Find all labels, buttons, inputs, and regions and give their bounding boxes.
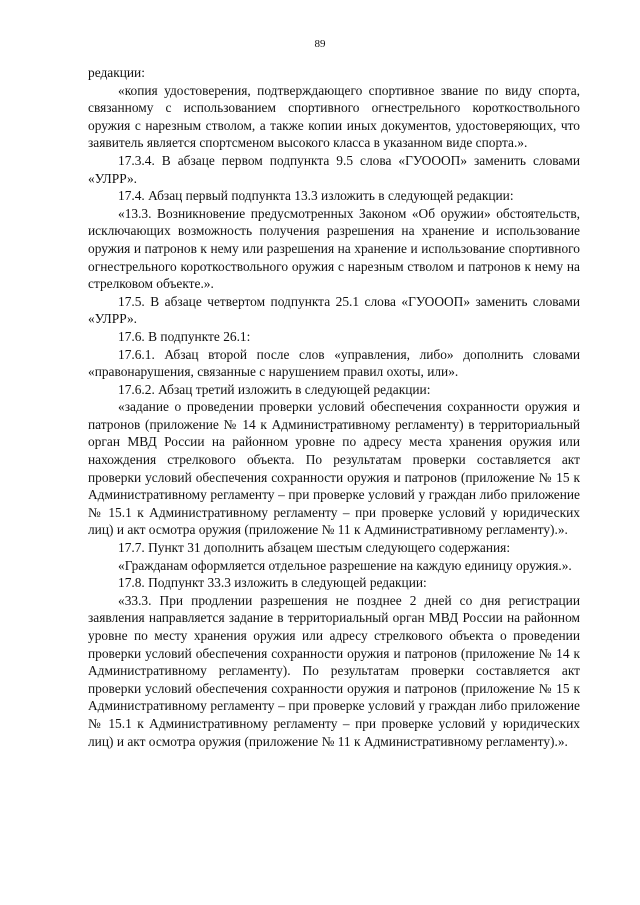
- paragraph: 17.3.4. В абзаце первом подпункта 9.5 слова «ГУОООП» заменить словами «УЛРР».: [88, 152, 580, 186]
- paragraph: 17.8. Подпункт 33.3 изложить в следующей редакции:: [118, 575, 427, 591]
- paragraph: 17.7. Пункт 31 дополнить абзацем шестым следующего содержания:: [118, 540, 511, 556]
- paragraph: «13.3. Возникновение предусмотренных Законом «Об оружии» обстоятельств, исключающих возможность получения разрешения на хранение и использование оружия и патронов к нему или разрешения на хранение и использование спортивного огнестрельного короткоствольного оружия с нарезным стволом и патронов к нему на стрелковом объекте.».: [88, 205, 580, 292]
- paragraph: 17.5. В абзаце четвертом подпункта 25.1 слова «ГУОООП» заменить словами «УЛРР».: [88, 293, 580, 327]
- document-body: [88, 64, 580, 750]
- paragraph: редакции:: [88, 65, 145, 80]
- paragraph: «задание о проведении проверки условий обеспечения сохранности оружия и патронов (приложение № 14 к Административному регламенту) в территориальный орган МВД России на районном уровне по адресу места хранения оружия или нахождения стрелкового объекта. По результатам проверки составляется акт проверки условий обеспечения сохранности оружия и патронов (приложение № 15 к Административному регламенту – при проверке условий у граждан либо приложение № 15.1 к Административному регламенту – при проверке условий у юридических лиц) и акт осмотра оружия (приложение № 11 к Административному регламенту).».: [88, 399, 580, 538]
- paragraph: «Гражданам оформляется отдельное разрешение на каждую единицу оружия.».: [118, 557, 572, 573]
- paragraph: «копия удостоверения, подтверждающего спортивное звание по виду спорта, связанному с использованием спортивного огнестрельного короткоствольного оружия с нарезным стволом, а также копии иных документов, удостоверяющих, что заявитель является спортсменом высокого класса в указанном виде спорта.».: [88, 82, 580, 151]
- paragraph: 17.4. Абзац первый подпункта 13.3 изложить в следующей редакции:: [118, 188, 514, 204]
- page-number: 89: [314, 38, 326, 50]
- paragraph: 17.6.2. Абзац третий изложить в следующей редакции:: [118, 381, 431, 397]
- paragraph: 17.6. В подпункте 26.1:: [118, 328, 251, 344]
- paragraph: «33.3. При продлении разрешения не позднее 2 дней со дня регистрации заявления направляется задание в территориальный орган МВД России на районном уровне по месту хранения оружия или адресу стрелкового объекта о проведении проверки условий обеспечения сохранности оружия и патронов (приложение № 14 к Административному регламенту). По результатам проверки составляется акт проверки условий обеспечения сохранности оружия и патронов (приложение № 15 к Административному регламенту – при проверке условий у граждан либо приложение № 15.1 к Административному регламенту – при проверке условий у юридических лиц) и акт осмотра оружия (приложение № 11 к Административному регламенту).».: [88, 592, 580, 749]
- paragraph: 17.6.1. Абзац второй после слов «управления, либо» дополнить словами «правонарушения, связанные с нарушением правил охоты, или».: [88, 346, 580, 380]
